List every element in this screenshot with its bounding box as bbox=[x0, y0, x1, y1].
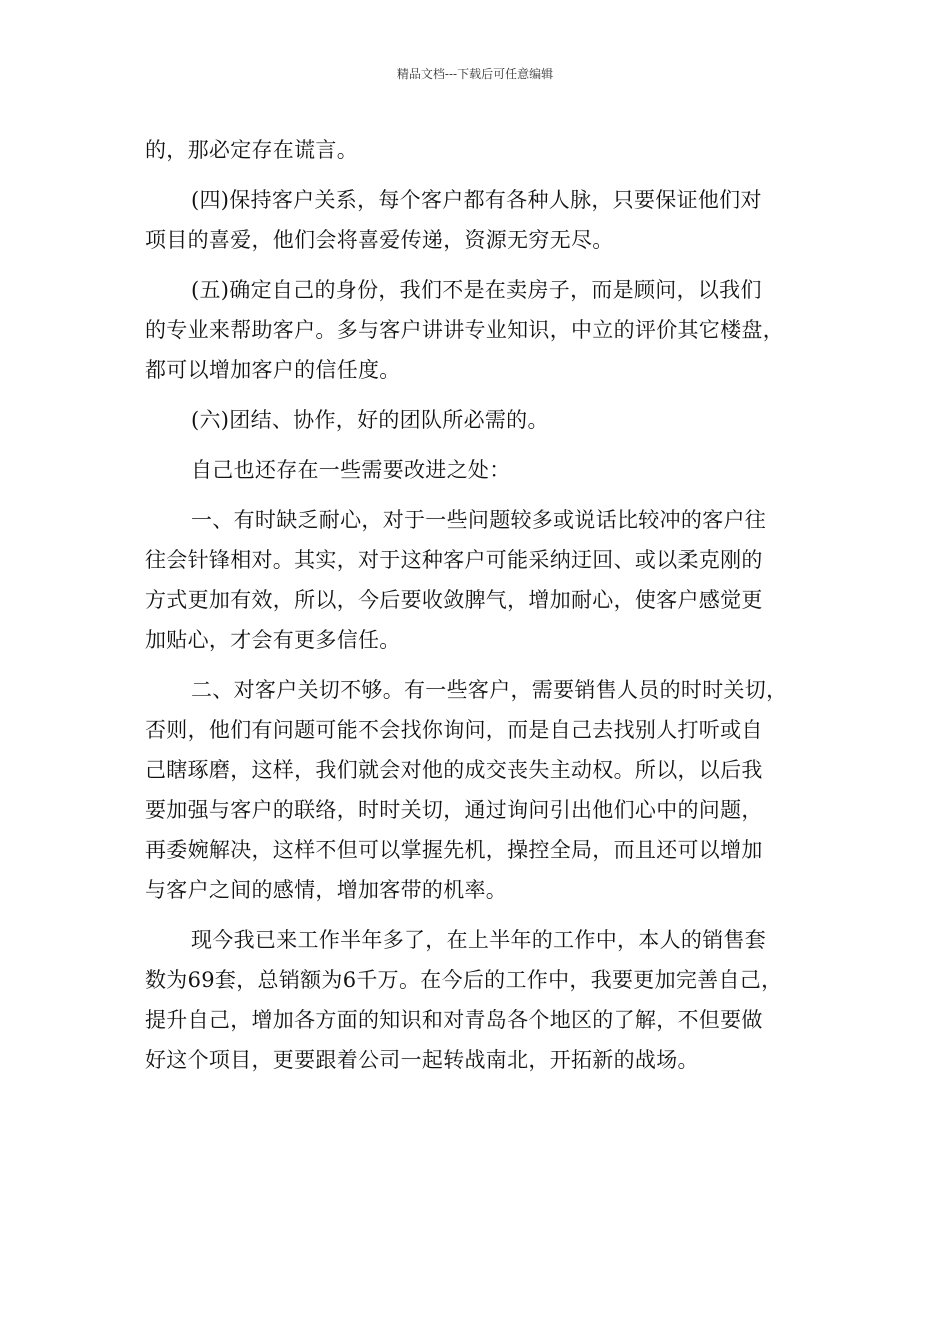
text-line: 一、有时缺乏耐心，对于一些问题较多或说话比较冲的客户往 bbox=[191, 508, 767, 532]
text-line: (四)保持客户关系，每个客户都有各种人脉，只要保证他们对 bbox=[191, 188, 762, 212]
text-line: 与客户之间的感情，增加客带的机率。 bbox=[145, 878, 508, 902]
text-line: 要加强与客户的联络，时时关切，通过询问引出他们心中的问题， bbox=[145, 798, 763, 822]
text-line: 二、对客户关切不够。有一些客户，需要销售人员的时时关切， bbox=[191, 678, 788, 702]
text-line: 加贴心，才会有更多信任。 bbox=[145, 628, 401, 652]
text-line: 提升自己，增加各方面的知识和对青岛各个地区的了解，不但要做 bbox=[145, 1008, 763, 1032]
text-line: 数为69套，总销额为6千万。在今后的工作中，我要更加完善自己， bbox=[145, 968, 783, 992]
text-line: 再委婉解决，这样不但可以掌握先机，操控全局，而且还可以增加 bbox=[145, 838, 763, 862]
text-line: 己瞎琢磨，这样，我们就会对他的成交丧失主动权。所以，以后我 bbox=[145, 758, 763, 782]
text-line: (六)团结、协作，好的团队所必需的。 bbox=[191, 408, 549, 432]
text-line: 现今我已来工作半年多了，在上半年的工作中，本人的销售套 bbox=[191, 928, 767, 952]
text-line: 都可以增加客户的信任度。 bbox=[145, 358, 401, 382]
text-line: 项目的喜爱，他们会将喜爱传递，资源无穷无尽。 bbox=[145, 228, 614, 252]
page-header: 精品文档---下载后可任意编辑 bbox=[396, 67, 554, 81]
text-line: 的专业来帮助客户。多与客户讲讲专业知识，中立的评价其它楼盘， bbox=[145, 318, 784, 342]
text-line: 否则，他们有问题可能不会找你询问，而是自己去找别人打听或自 bbox=[145, 718, 763, 742]
text-line: 自己也还存在一些需要改进之处： bbox=[191, 458, 511, 482]
text-line: 的，那必定存在谎言。 bbox=[145, 138, 358, 162]
text-line: 往会针锋相对。其实，对于这种客户可能采纳迂回、或以柔克刚的 bbox=[145, 548, 763, 572]
text-line: 方式更加有效，所以，今后要收敛脾气，增加耐心，使客户感觉更 bbox=[145, 588, 763, 612]
text-line: (五)确定自己的身份，我们不是在卖房子，而是顾问，以我们 bbox=[191, 278, 762, 302]
text-line: 好这个项目，更要跟着公司一起转战南北，开拓新的战场。 bbox=[145, 1048, 699, 1072]
document-body bbox=[145, 130, 835, 1080]
